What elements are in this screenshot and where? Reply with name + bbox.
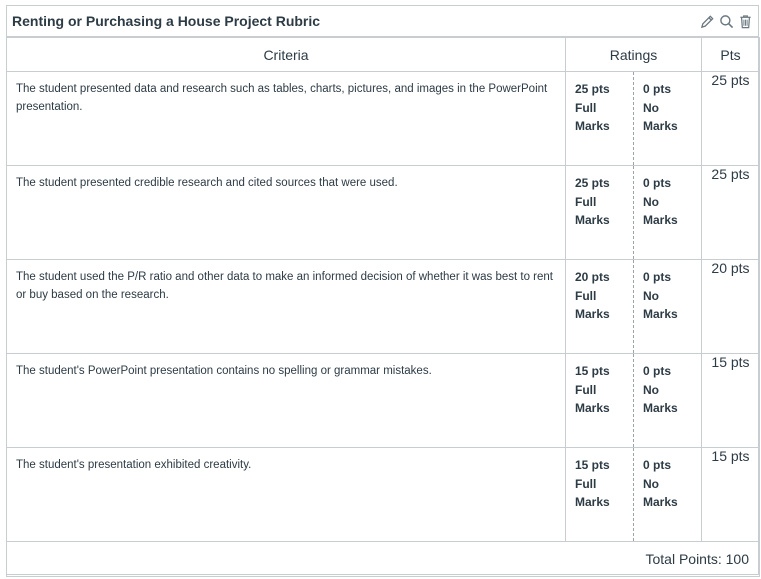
rating-points: 0 pts bbox=[643, 458, 672, 472]
rating-points: 15 pts bbox=[575, 458, 610, 472]
criterion-ratings bbox=[566, 260, 702, 354]
criterion-row bbox=[7, 354, 760, 448]
criterion-description: The student presented credible research and cited sources that were used. bbox=[7, 166, 566, 260]
rubric-header-row bbox=[7, 38, 760, 72]
rating-label: Full Marks bbox=[575, 100, 610, 133]
rating-full-marks bbox=[566, 448, 633, 541]
rating-label: No Marks bbox=[643, 100, 678, 133]
criterion-row bbox=[7, 72, 760, 166]
rating-no-marks bbox=[633, 354, 701, 447]
rating-label: Full Marks bbox=[575, 194, 610, 227]
rating-label: Full Marks bbox=[575, 382, 610, 415]
rating-points: 0 pts bbox=[643, 270, 672, 284]
criterion-points: 20 pts bbox=[702, 260, 760, 354]
rating-no-marks bbox=[633, 260, 701, 353]
rating-points: 20 pts bbox=[575, 270, 610, 284]
rating-label: No Marks bbox=[643, 288, 678, 321]
criterion-points: 15 pts bbox=[702, 354, 760, 448]
rating-points: 0 pts bbox=[643, 176, 672, 190]
rating-points: 25 pts bbox=[575, 176, 610, 190]
criterion-row bbox=[7, 166, 760, 260]
rating-points: 15 pts bbox=[575, 364, 610, 378]
rating-label: No Marks bbox=[643, 194, 678, 227]
rating-label: Full Marks bbox=[575, 288, 610, 321]
ratings-header: Ratings bbox=[566, 38, 702, 72]
trash-icon[interactable] bbox=[737, 13, 754, 30]
criterion-description: The student's PowerPoint presentation contains no spelling or grammar mistakes. bbox=[7, 354, 566, 448]
rating-label: Full Marks bbox=[575, 476, 610, 509]
rubric-title: Renting or Purchasing a House Project Rubric bbox=[12, 13, 321, 29]
criterion-row bbox=[7, 448, 760, 542]
rating-full-marks bbox=[566, 260, 633, 353]
rating-no-marks bbox=[633, 166, 701, 259]
total-points: Total Points: 100 bbox=[7, 542, 760, 577]
pencil-icon[interactable] bbox=[699, 13, 716, 30]
criterion-ratings bbox=[566, 166, 702, 260]
criterion-points: 25 pts bbox=[702, 166, 760, 260]
rating-points: 25 pts bbox=[575, 82, 610, 96]
criterion-description: The student's presentation exhibited creativity. bbox=[7, 448, 566, 542]
criteria-header: Criteria bbox=[7, 38, 566, 72]
criterion-points: 25 pts bbox=[702, 72, 760, 166]
total-row bbox=[7, 542, 760, 577]
rating-label: No Marks bbox=[643, 476, 678, 509]
pts-header: Pts bbox=[702, 38, 760, 72]
rating-full-marks bbox=[566, 72, 633, 165]
rating-full-marks bbox=[566, 166, 633, 259]
rating-full-marks bbox=[566, 354, 633, 447]
criterion-description: The student used the P/R ratio and other data to make an informed decision of whether it was best to rent or buy based on the research. bbox=[7, 260, 566, 354]
rubric-title-bar bbox=[7, 6, 758, 37]
criterion-description: The student presented data and research such as tables, charts, pictures, and images in the PowerPoint presentation. bbox=[7, 72, 566, 166]
criterion-row bbox=[7, 260, 760, 354]
rubric-actions bbox=[699, 13, 754, 30]
rubric bbox=[6, 5, 759, 575]
rating-points: 0 pts bbox=[643, 82, 672, 96]
rating-points: 0 pts bbox=[643, 364, 672, 378]
rating-label: No Marks bbox=[643, 382, 678, 415]
rating-no-marks bbox=[633, 448, 701, 541]
criterion-ratings bbox=[566, 448, 702, 542]
criterion-ratings bbox=[566, 354, 702, 448]
search-icon[interactable] bbox=[718, 13, 735, 30]
criterion-points: 15 pts bbox=[702, 448, 760, 542]
criterion-ratings bbox=[566, 72, 702, 166]
rating-no-marks bbox=[633, 72, 701, 165]
rubric-table bbox=[6, 37, 760, 577]
